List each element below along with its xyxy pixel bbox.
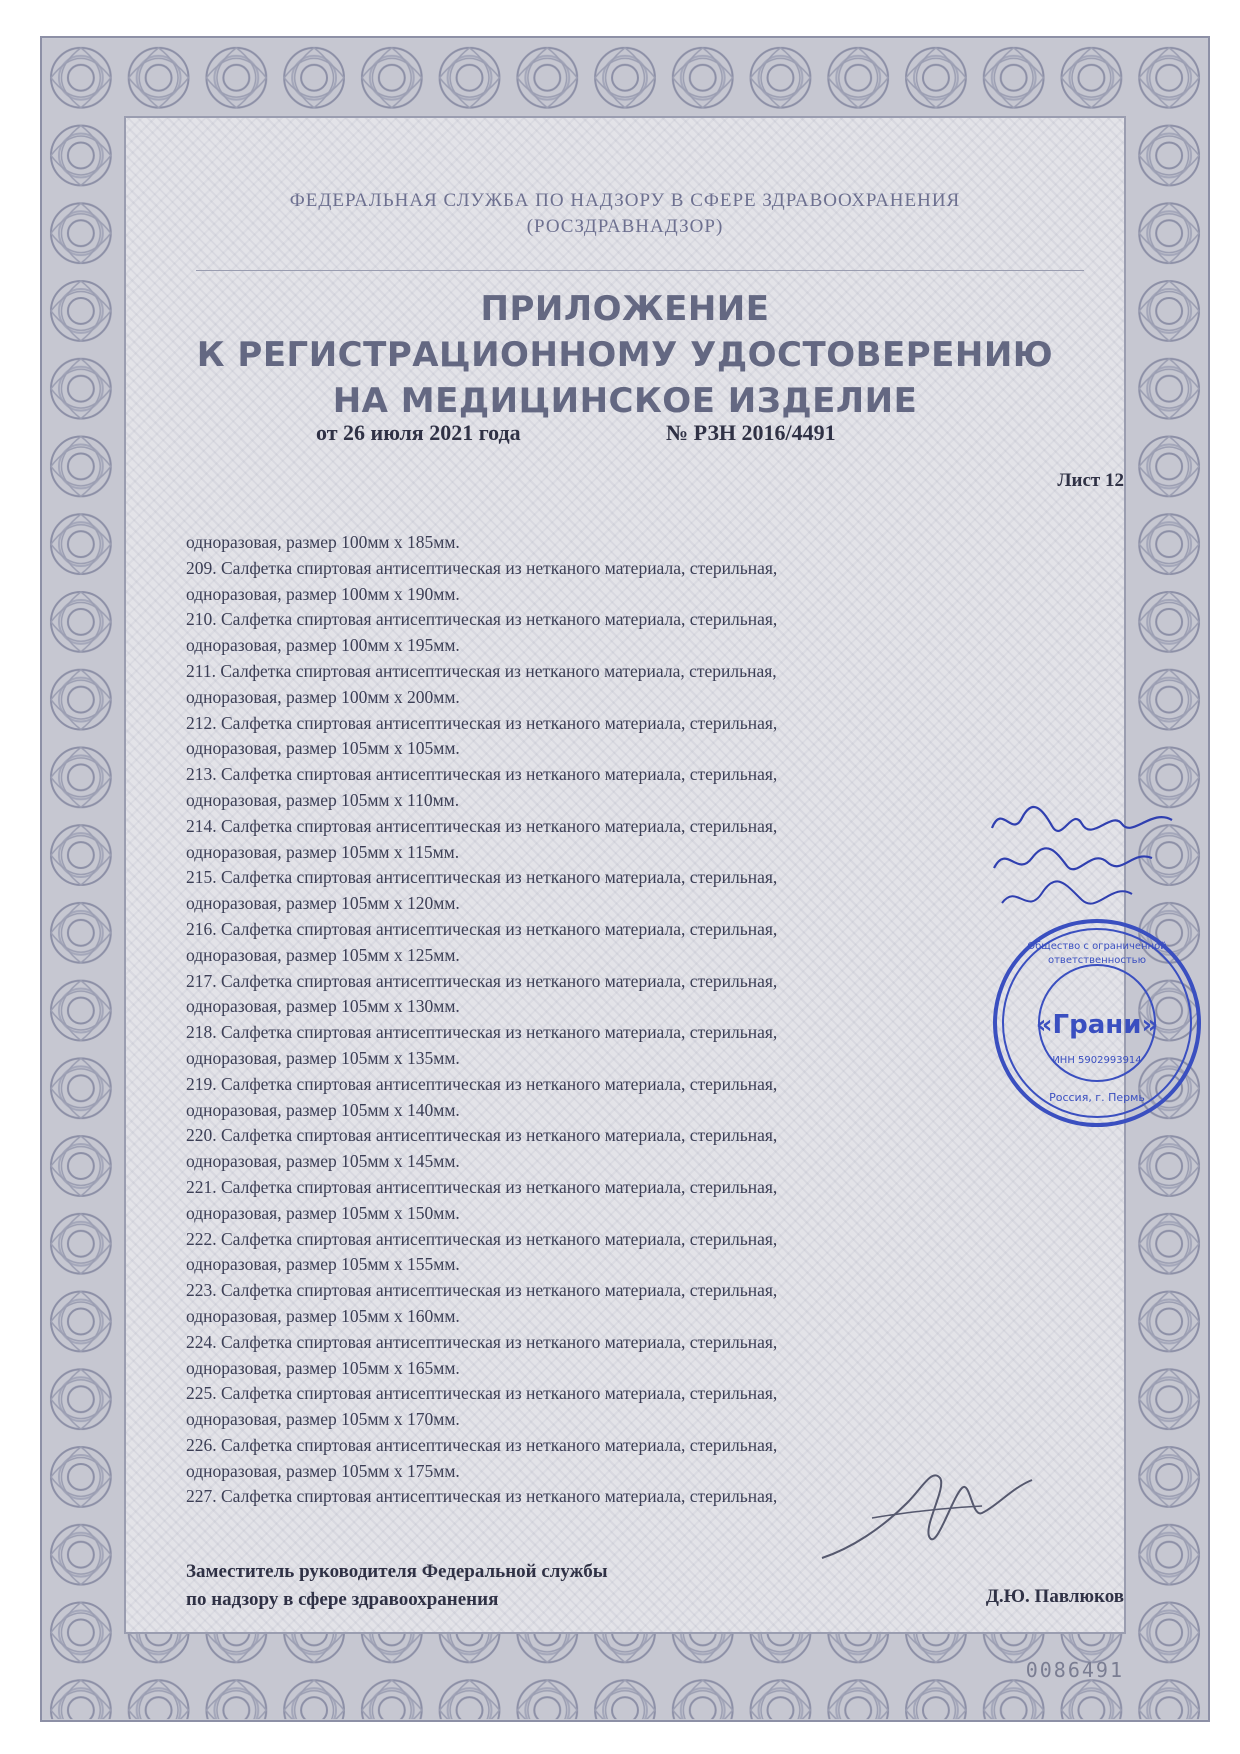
item-line: 221. Салфетка спиртовая антисептическая из нетканого материала, стерильная, <box>186 1176 778 1197</box>
item-line: 217. Салфетка спиртовая антисептическая из нетканого материала, стерильная, <box>186 970 778 991</box>
item-line: одноразовая, размер 105мм x 110мм. <box>186 789 460 810</box>
signer-title-line-2: по надзору в сфере здравоохранения <box>186 1589 499 1610</box>
title-line-3: НА МЕДИЦИНСКОЕ ИЗДЕЛИЕ <box>332 381 918 421</box>
item-line: 224. Салфетка спиртовая антисептическая из нетканого материала, стерильная, <box>186 1331 778 1352</box>
agency-name: ФЕДЕРАЛЬНАЯ СЛУЖБА ПО НАДЗОРУ В СФЕРЕ ЗДРАВООХРАНЕНИЯ <box>289 190 961 211</box>
item-line: 211. Салфетка спиртовая антисептическая из нетканого материала, стерильная, <box>186 660 777 681</box>
item-line: одноразовая, размер 105мм x 140мм. <box>186 1099 460 1120</box>
agency-header <box>126 188 1124 240</box>
item-line: 216. Салфетка спиртовая антисептическая из нетканого материала, стерильная, <box>186 918 778 939</box>
item-line: 212. Салфетка спиртовая антисептическая из нетканого материала, стерильная, <box>186 712 778 733</box>
item-line: одноразовая, размер 100мм x 200мм. <box>186 686 460 707</box>
item-line: одноразовая, размер 105мм x 105мм. <box>186 738 460 759</box>
item-line: 210. Салфетка спиртовая антисептическая из нетканого материала, стерильная, <box>186 609 778 630</box>
item-line: 214. Салфетка спиртовая антисептическая из нетканого материала, стерильная, <box>186 815 778 836</box>
item-line: одноразовая, размер 105мм x 135мм. <box>186 1047 460 1068</box>
svg-text:Общество с ограниченной: Общество с ограниченной <box>1027 941 1167 952</box>
title-line-1: ПРИЛОЖЕНИЕ <box>480 289 770 329</box>
item-line: 219. Салфетка спиртовая антисептическая из нетканого материала, стерильная, <box>186 1073 778 1094</box>
issue-date: от 26 июля 2021 года <box>316 420 521 445</box>
svg-text:Россия, г. Пермь: Россия, г. Пермь <box>1049 1091 1145 1104</box>
sheet-number: Лист 12 <box>1057 470 1124 491</box>
item-line: 220. Салфетка спиртовая антисептическая из нетканого материала, стерильная, <box>186 1125 778 1146</box>
item-line: одноразовая, размер 105мм x 115мм. <box>186 841 460 862</box>
item-line: одноразовая, размер 105мм x 160мм. <box>186 1305 460 1326</box>
serial-number: 0086491 <box>1025 1658 1124 1682</box>
signer-title-line-1: Заместитель руководителя Федеральной службы <box>186 1561 608 1582</box>
document-body <box>124 116 1126 1682</box>
item-line: одноразовая, размер 105мм x 145мм. <box>186 1151 460 1172</box>
company-seal <box>987 913 1207 1133</box>
item-line: одноразовая, размер 105мм x 150мм. <box>186 1202 460 1223</box>
item-line: одноразовая, размер 100мм x 190мм. <box>186 583 460 604</box>
item-line: одноразовая, размер 105мм x 130мм. <box>186 996 460 1017</box>
svg-text:ИНН 5902993914: ИНН 5902993914 <box>1052 1055 1142 1066</box>
document-meta <box>316 420 836 446</box>
item-line: 227. Салфетка спиртовая антисептическая из нетканого материала, стерильная, <box>186 1486 778 1507</box>
document-title <box>126 286 1124 424</box>
agency-abbr: (РОСЗДРАВНАДЗОР) <box>526 216 724 237</box>
signer-name: Д.Ю. Павлюков <box>985 1586 1124 1607</box>
item-line: 215. Салфетка спиртовая антисептическая из нетканого материала, стерильная, <box>186 867 778 888</box>
item-line: одноразовая, размер 105мм x 155мм. <box>186 1254 460 1275</box>
item-line: 218. Салфетка спиртовая антисептическая из нетканого материала, стерильная, <box>186 1022 778 1043</box>
item-line: одноразовая, размер 105мм x 125мм. <box>186 944 460 965</box>
item-line: одноразовая, размер 100мм x 185мм. <box>186 532 460 552</box>
item-line: одноразовая, размер 100мм x 195мм. <box>186 635 460 656</box>
item-line: одноразовая, размер 105мм x 175мм. <box>186 1460 460 1481</box>
signer-title <box>186 1558 608 1614</box>
items-list <box>186 530 1016 1510</box>
item-line: 225. Салфетка спиртовая антисептическая из нетканого материала, стерильная, <box>186 1383 778 1404</box>
header-divider <box>196 270 1084 271</box>
svg-text:ответственностью: ответственностью <box>1047 955 1147 966</box>
title-line-2: К РЕГИСТРАЦИОННОМУ УДОСТОВЕРЕНИЮ <box>196 335 1054 375</box>
certificate-sheet <box>40 36 1210 1722</box>
registration-number: № РЗН 2016/4491 <box>666 420 836 445</box>
item-line: 223. Салфетка спиртовая антисептическая из нетканого материала, стерильная, <box>186 1280 778 1301</box>
svg-text:«Грани»: «Грани» <box>1035 1010 1159 1040</box>
item-line: 213. Салфетка спиртовая антисептическая из нетканого материала, стерильная, <box>186 764 778 785</box>
handwritten-copy-note <box>982 798 1182 928</box>
item-line: 222. Салфетка спиртовая антисептическая из нетканого материала, стерильная, <box>186 1228 778 1249</box>
item-line: одноразовая, размер 105мм x 170мм. <box>186 1409 460 1430</box>
item-line: 209. Салфетка спиртовая антисептическая из нетканого материала, стерильная, <box>186 557 778 578</box>
item-line: 226. Салфетка спиртовая антисептическая из нетканого материала, стерильная, <box>186 1434 778 1455</box>
official-signature <box>812 1458 1042 1568</box>
item-line: одноразовая, размер 105мм x 165мм. <box>186 1357 460 1378</box>
item-line: одноразовая, размер 105мм x 120мм. <box>186 893 460 914</box>
